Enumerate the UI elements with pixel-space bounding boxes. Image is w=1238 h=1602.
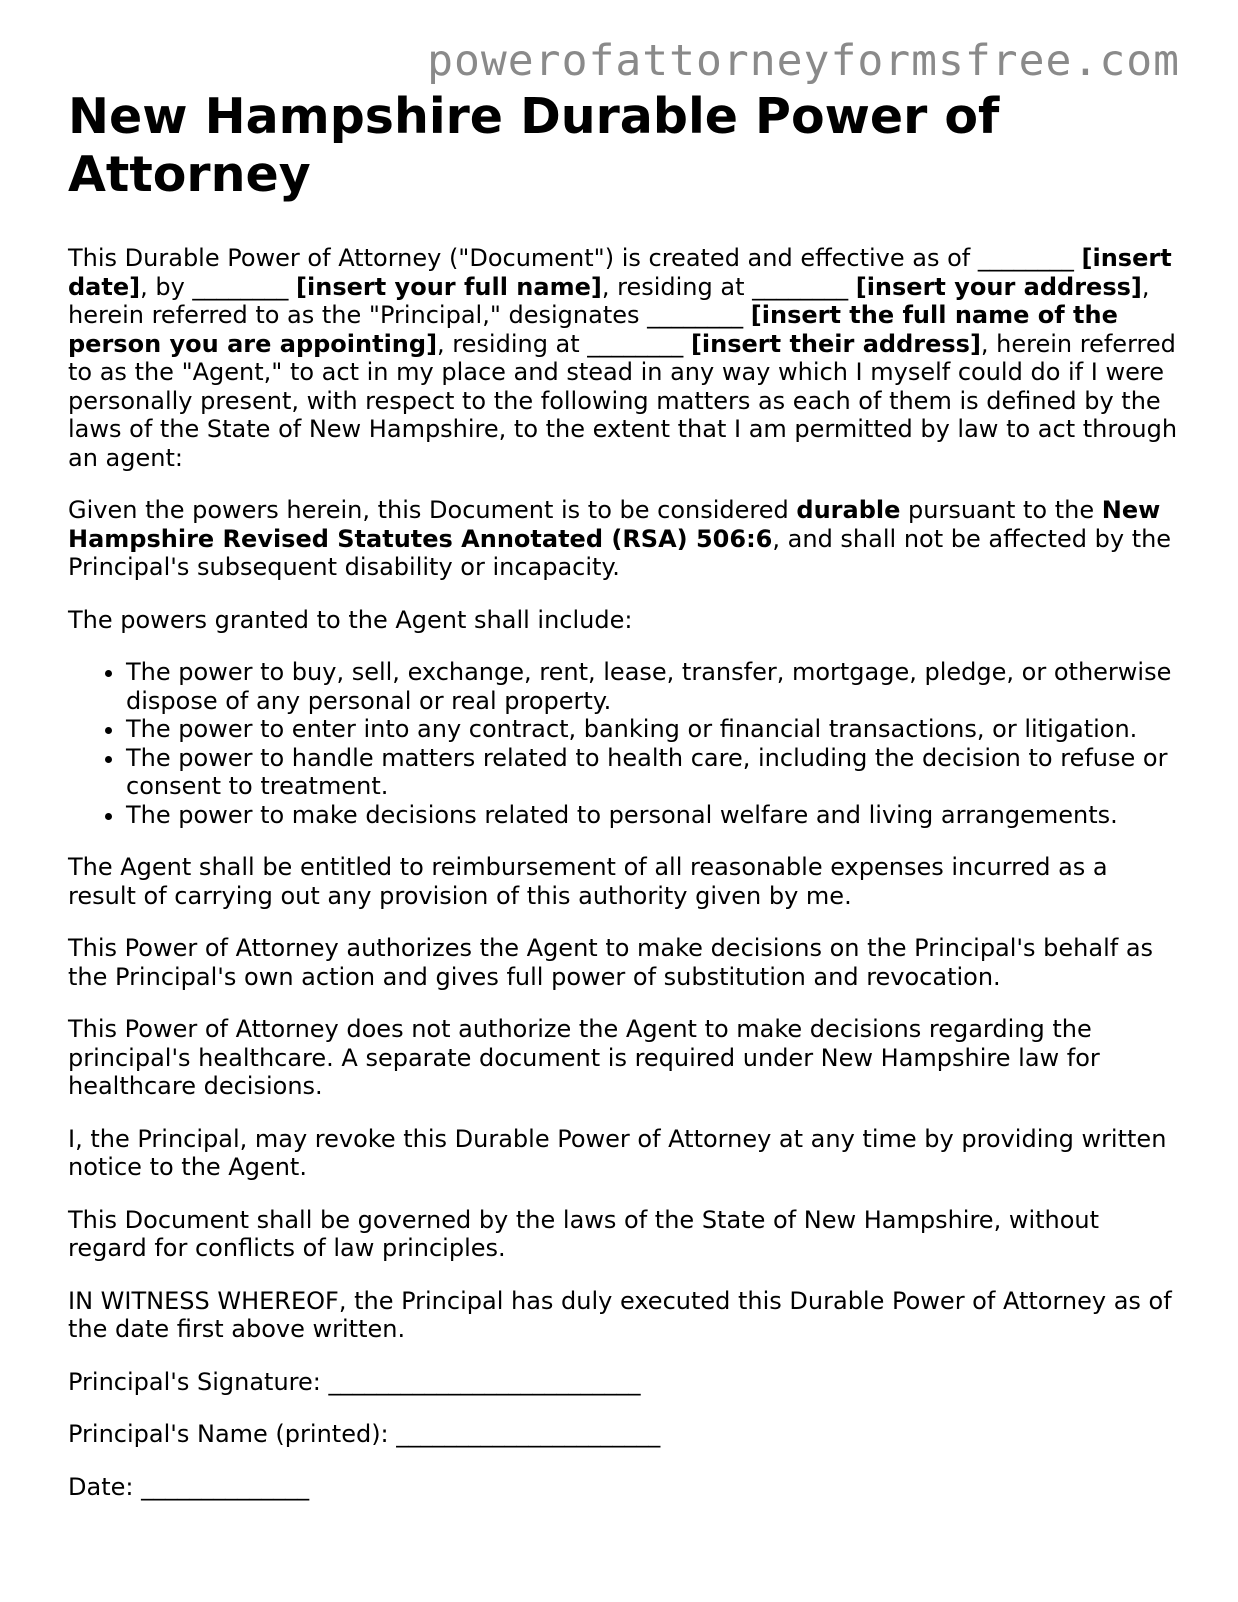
list-item: • The power to make decisions related to personal welfare and living arrangements.: [126, 801, 1178, 830]
intro-text-5: , residing at ________: [437, 329, 691, 358]
list-item: • The power to buy, sell, exchange, rent, lease, transfer, mortgage, pledge, or otherwise dispose of any personal or real property.: [126, 658, 1178, 715]
reimbursement-paragraph: The Agent shall be entitled to reimbursement of all reasonable expenses incurred as a result of carrying out any provision of this authority given by me.: [68, 853, 1108, 910]
list-item: • The power to handle matters related to health care, including the decision to refuse or consent to treatment.: [126, 744, 1178, 801]
agent-address-placeholder: [insert their address]: [690, 329, 981, 358]
intro-text-2: , by ________: [140, 272, 297, 301]
durable-text-2: pursuant to the: [900, 496, 1102, 524]
printed-name-line: Principal's Name (printed): ______________________: [68, 1420, 661, 1448]
date-placeholder: [insert date]: [68, 244, 1172, 301]
healthcare-exclusion-paragraph: This Power of Attorney does not authorize the Agent to make decisions regarding the principal's healthcare. A separate document is required under New Hampshire law for healthcare decisions.: [68, 1015, 1100, 1100]
durable-term: durable: [796, 496, 901, 524]
document-body: [68, 88, 1178, 1525]
governing-law-paragraph: This Document shall be governed by the laws of the State of New Hampshire, without regard for conflicts of law principles.: [68, 1205, 1100, 1262]
witness-paragraph: IN WITNESS WHEREOF, the Principal has duly executed this Durable Power of Attorney as of the date first above written.: [68, 1286, 1172, 1343]
revocation-paragraph: I, the Principal, may revoke this Durable Power of Attorney at any time by providing written notice to the Agent.: [68, 1124, 1167, 1181]
intro-text-6: , herein referred to as the "Agent," to act in my place and stead in any way which I myself could do if I were personally present, with respect to the following matters as each of them is defined by the laws of the State of New Hampshire, to the extent that I am permitted by law to act through an agent:: [68, 329, 1178, 472]
signature-line: Principal's Signature: __________________________: [68, 1367, 641, 1396]
page-title: New Hampshire Durable Power of Attorney: [68, 88, 1000, 203]
intro-paragraph: [68, 244, 1178, 472]
powers-list: [68, 658, 1178, 829]
durable-text-3: , and shall not be affected by the Principal's subsequent disability or incapacity.: [68, 524, 1172, 581]
principal-name-placeholder: [insert your full name]: [296, 272, 602, 301]
agent-name-placeholder: [insert the full name of the person you are appointing]: [68, 301, 1118, 358]
list-item: • The power to enter into any contract, banking or financial transactions, or litigation.: [126, 715, 1178, 744]
principal-address-placeholder: [insert your address]: [855, 272, 1142, 301]
authorization-paragraph: This Power of Attorney authorizes the Agent to make decisions on the Principal's behalf as the Principal's own action and gives full power of substitution and revocation.: [68, 934, 1154, 991]
watermark: powerofattorneyformsfree.com: [427, 36, 1180, 86]
intro-text-3: , residing at ________: [601, 272, 856, 301]
intro-text-1: This Durable Power of Attorney ("Document") is created and effective as of ________: [68, 244, 1082, 272]
powers-intro: The powers granted to the Agent shall include:: [68, 605, 633, 634]
date-line: Date: ______________: [68, 1472, 310, 1501]
durable-text-1: Given the powers herein, this Document is to be considered: [68, 496, 797, 524]
statute-reference: New Hampshire Revised Statutes Annotated (RSA) 506:6: [68, 496, 1161, 553]
durable-paragraph: [68, 496, 1178, 582]
intro-text-4: , herein referred to as the "Principal," designates ________: [68, 272, 1150, 329]
